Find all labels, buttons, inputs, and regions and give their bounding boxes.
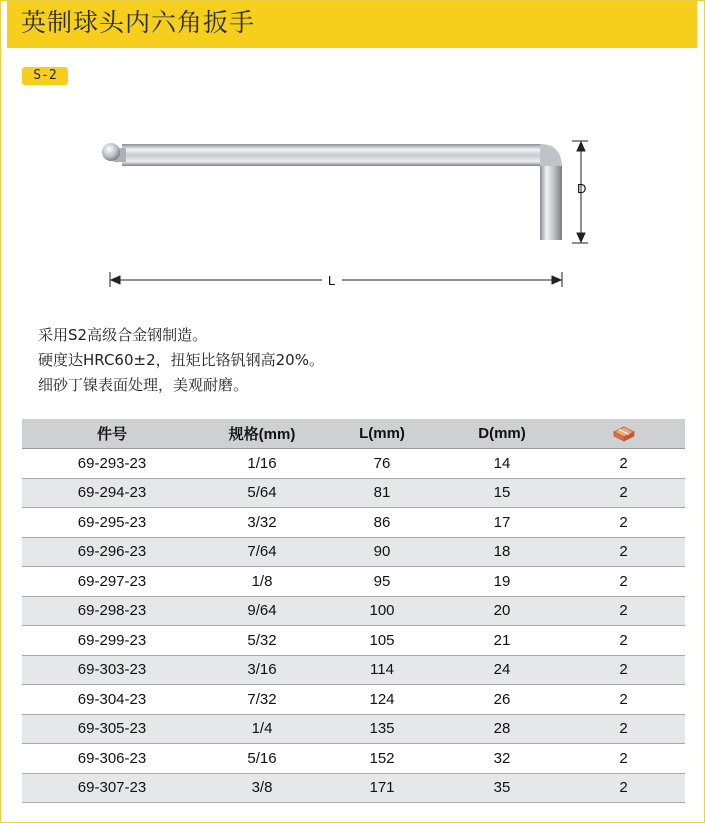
table-row	[22, 537, 685, 567]
table-row	[22, 508, 685, 538]
cell-diameter: 28	[442, 714, 562, 744]
header-size: 规格(mm)	[202, 419, 322, 449]
cell-size: 1/16	[202, 449, 322, 479]
hex-key-leg	[540, 166, 562, 240]
cell-diameter: 17	[442, 508, 562, 538]
cell-length: 171	[322, 773, 442, 803]
table-row	[22, 773, 685, 803]
header-diameter: D(mm)	[442, 419, 562, 449]
cell-size: 5/32	[202, 626, 322, 656]
cell-size: 3/16	[202, 655, 322, 685]
header-part-number: 件号	[22, 419, 202, 449]
cell-pack-qty: 2	[562, 478, 685, 508]
cell-size: 7/64	[202, 537, 322, 567]
table-row	[22, 714, 685, 744]
cell-diameter: 35	[442, 773, 562, 803]
cell-part-number: 69-304-23	[22, 685, 202, 715]
cell-part-number: 69-295-23	[22, 508, 202, 538]
cell-part-number: 69-303-23	[22, 655, 202, 685]
table-row	[22, 478, 685, 508]
cell-size: 3/8	[202, 773, 322, 803]
table-row	[22, 567, 685, 597]
cell-pack-qty: 2	[562, 655, 685, 685]
table-row	[22, 626, 685, 656]
cell-diameter: 18	[442, 537, 562, 567]
table-row	[22, 685, 685, 715]
cell-pack-qty: 2	[562, 685, 685, 715]
cell-pack-qty: 2	[562, 744, 685, 774]
cell-length: 76	[322, 449, 442, 479]
cell-diameter: 26	[442, 685, 562, 715]
hex-key-diagram	[0, 120, 705, 295]
cell-length: 81	[322, 478, 442, 508]
table-row	[22, 655, 685, 685]
header-length: L(mm)	[322, 419, 442, 449]
spec-table	[22, 419, 685, 803]
table-row	[22, 744, 685, 774]
cell-diameter: 32	[442, 744, 562, 774]
cell-length: 114	[322, 655, 442, 685]
cell-size: 9/64	[202, 596, 322, 626]
product-description	[38, 323, 324, 398]
description-line: 硬度达HRC60±2，扭矩比铬钒钢高20%。	[38, 351, 324, 369]
header-pack-qty	[562, 419, 685, 449]
cell-size: 5/16	[202, 744, 322, 774]
table-row	[22, 449, 685, 479]
model-badge: S-2	[22, 67, 68, 85]
cell-part-number: 69-294-23	[22, 478, 202, 508]
cell-pack-qty: 2	[562, 596, 685, 626]
cell-size: 5/64	[202, 478, 322, 508]
cell-size: 1/4	[202, 714, 322, 744]
description-line: 采用S2高级合金钢制造。	[38, 326, 208, 344]
dimension-d-label: D	[577, 181, 587, 196]
cell-pack-qty: 2	[562, 567, 685, 597]
cell-part-number: 69-293-23	[22, 449, 202, 479]
cell-part-number: 69-307-23	[22, 773, 202, 803]
cell-pack-qty: 2	[562, 714, 685, 744]
cell-part-number: 69-297-23	[22, 567, 202, 597]
cell-length: 90	[322, 537, 442, 567]
description-line: 细砂丁镍表面处理，美观耐磨。	[38, 376, 249, 394]
cell-diameter: 24	[442, 655, 562, 685]
cell-diameter: 14	[442, 449, 562, 479]
cell-length: 100	[322, 596, 442, 626]
cell-part-number: 69-299-23	[22, 626, 202, 656]
page-header	[7, 0, 697, 48]
page-title: 英制球头内六角扳手	[21, 8, 256, 37]
hex-key-bend	[540, 144, 562, 168]
cell-pack-qty: 2	[562, 773, 685, 803]
cell-pack-qty: 2	[562, 508, 685, 538]
cell-length: 152	[322, 744, 442, 774]
cell-part-number: 69-296-23	[22, 537, 202, 567]
cell-size: 3/32	[202, 508, 322, 538]
hex-key-shaft	[114, 144, 542, 166]
cell-diameter: 19	[442, 567, 562, 597]
cell-diameter: 20	[442, 596, 562, 626]
ball-end	[102, 143, 120, 161]
cell-pack-qty: 2	[562, 449, 685, 479]
package-box-icon	[613, 426, 635, 442]
cell-diameter: 15	[442, 478, 562, 508]
dimension-l-label: L	[328, 273, 336, 288]
cell-length: 124	[322, 685, 442, 715]
cell-part-number: 69-305-23	[22, 714, 202, 744]
cell-diameter: 21	[442, 626, 562, 656]
dimension-l	[110, 272, 562, 287]
cell-pack-qty: 2	[562, 537, 685, 567]
cell-size: 7/32	[202, 685, 322, 715]
cell-part-number: 69-298-23	[22, 596, 202, 626]
cell-length: 95	[322, 567, 442, 597]
cell-part-number: 69-306-23	[22, 744, 202, 774]
table-row	[22, 596, 685, 626]
cell-length: 86	[322, 508, 442, 538]
cell-pack-qty: 2	[562, 626, 685, 656]
cell-length: 105	[322, 626, 442, 656]
cell-size: 1/8	[202, 567, 322, 597]
cell-length: 135	[322, 714, 442, 744]
table-header-row	[22, 419, 685, 449]
